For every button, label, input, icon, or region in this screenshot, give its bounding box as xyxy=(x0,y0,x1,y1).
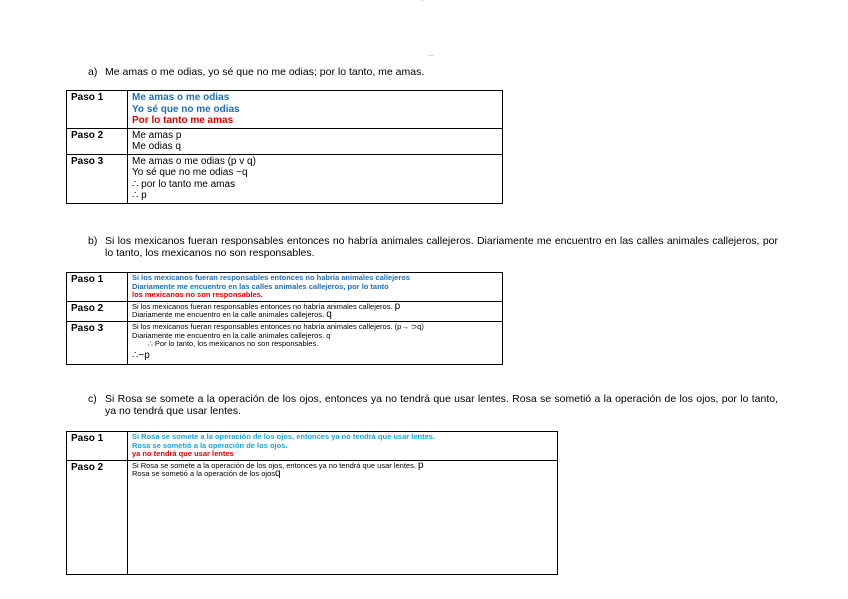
premise-2: Diariamente me encuentro en las calles animales callejeros, por lo tanto xyxy=(132,281,389,291)
table-row xyxy=(67,154,503,203)
formula-2: Yo sé que no me odias ~q xyxy=(132,167,248,178)
formula-1: Si los mexicanos fueran responsables entonces no habría animales callejeros. (p→ ⊃q) xyxy=(132,321,424,331)
step-content xyxy=(128,91,503,129)
premise-2: Rosa se sometió a la operación de los ojos. xyxy=(132,440,288,450)
question-c-text: Si Rosa se somete a la operación de los ojos, entonces ya no tendrá que usar lentes. Rosa se sometió a la operación de los ojos, por lo tanto, ya no tendrá que usar lentes. xyxy=(105,393,778,417)
question-b-text: Si los mexicanos fueran responsables entonces no habría animales callejeros. Diariamente me encuentro en las calles animales callejeros, por lo tanto, los mexicanos no son responsables. xyxy=(105,235,778,259)
step-content xyxy=(128,321,503,364)
proposition-p: Me amas p xyxy=(132,129,182,141)
question-a xyxy=(88,66,788,78)
step-content xyxy=(128,432,558,461)
step-content xyxy=(128,128,503,154)
question-b xyxy=(88,235,778,259)
proposition-p-text: Si Rosa se somete a la operación de los ojos, entonces ya no tendrá que usar lentes. xyxy=(132,460,416,470)
step-label: Paso 1 xyxy=(67,91,128,129)
table-row xyxy=(67,301,503,321)
formula-4: ∴~p xyxy=(132,349,150,361)
conclusion: Por lo tanto me amas xyxy=(132,115,234,126)
premise-1: Me amas o me odias xyxy=(132,92,230,103)
question-c-label: c) xyxy=(88,393,97,405)
table-c xyxy=(66,431,558,575)
conclusion: ya no tendrá que usar lentes xyxy=(132,449,234,459)
header-mark: .. xyxy=(421,0,424,3)
table-row xyxy=(67,460,558,574)
formula-2: Diariamente me encuentro en la calle animales callejeros. q xyxy=(132,330,331,340)
step-label: Paso 2 xyxy=(67,301,128,321)
proposition-q xyxy=(132,470,553,479)
variable-p: p xyxy=(394,300,401,312)
formula-3: ∴ por lo tanto me amas xyxy=(132,178,236,190)
step-label: Paso 3 xyxy=(67,321,128,364)
step-label: Paso 3 xyxy=(67,154,128,203)
formula-4: ∴ p xyxy=(132,190,147,201)
step-label: Paso 2 xyxy=(67,460,128,574)
formula-3: ∴ Por lo tanto, los mexicanos no son responsables. xyxy=(148,339,319,349)
conclusion: los mexicanos no son responsables. xyxy=(132,290,263,300)
table-row xyxy=(67,432,558,461)
variable-p: p xyxy=(418,459,424,471)
question-a-label: a) xyxy=(88,66,98,78)
proposition-q-text: Rosa se sometió a la operación de los ojos xyxy=(132,469,275,479)
premise-1: Si los mexicanos fueran responsables entonces no habría animales callejeros xyxy=(132,273,411,282)
question-c xyxy=(88,393,778,417)
question-b-label: b) xyxy=(88,235,98,247)
step-content xyxy=(128,154,503,203)
step-label: Paso 2 xyxy=(67,128,128,154)
proposition-q xyxy=(132,311,498,320)
table-row xyxy=(67,273,503,302)
proposition-q-text: Diariamente me encuentro en la calle animales callejeros. xyxy=(132,310,325,320)
formula-1: Me amas o me odias (p v q) xyxy=(132,155,256,167)
step-content xyxy=(128,460,558,574)
step-label: Paso 1 xyxy=(67,432,128,461)
step-label: Paso 1 xyxy=(67,273,128,302)
step-content xyxy=(128,301,503,321)
variable-q: q xyxy=(326,309,332,321)
variable-q: q xyxy=(275,468,281,480)
proposition-q: Me odias q xyxy=(132,141,181,152)
table-row xyxy=(67,128,503,154)
table-a xyxy=(66,90,503,204)
question-a-text: Me amas o me odias, yo sé que no me odias; por lo tanto, me amas. xyxy=(105,66,425,78)
table-row xyxy=(67,91,503,129)
proposition-p-text: Si los mexicanos fueran responsables entonces no habría animales callejeros. xyxy=(132,301,393,311)
step-content xyxy=(128,273,503,302)
premise-2: Yo sé que no me odias xyxy=(132,103,240,115)
table-row xyxy=(67,321,503,364)
page-mark: .... xyxy=(428,52,434,58)
premise-1: Si Rosa se somete a la operación de los ojos, entonces ya no tendrá que usar lentes. xyxy=(132,432,436,441)
table-b xyxy=(66,272,503,365)
